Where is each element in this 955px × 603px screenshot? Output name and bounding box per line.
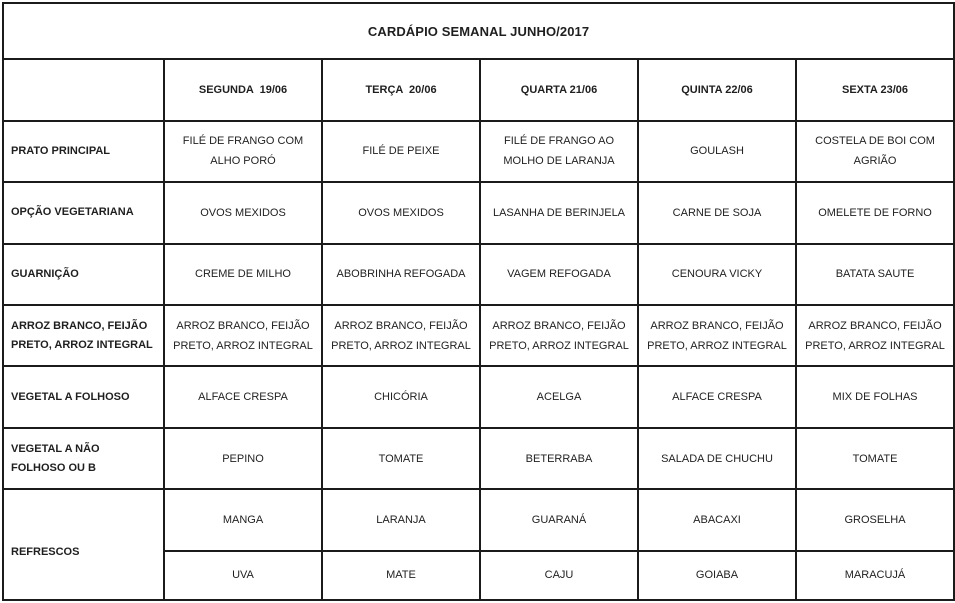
menu-cell: ABACAXI [638, 489, 796, 550]
menu-cell: OVOS MEXIDOS [322, 182, 480, 243]
menu-cell: CENOURA VICKY [638, 244, 796, 305]
menu-cell: FILÉ DE PEIXE [322, 121, 480, 182]
menu-cell: OMELETE DE FORNO [796, 182, 954, 243]
menu-cell: MANGA [164, 489, 322, 550]
menu-cell: VAGEM REFOGADA [480, 244, 638, 305]
row-label-opcao-vegetariana: OPÇÃO VEGETARIANA [3, 182, 164, 243]
row-arroz-feijao [3, 305, 954, 366]
menu-cell: MIX DE FOLHAS [796, 366, 954, 427]
menu-cell: GOULASH [638, 121, 796, 182]
menu-cell: COSTELA DE BOI COM AGRIÃO [796, 121, 954, 182]
menu-cell: CREME DE MILHO [164, 244, 322, 305]
menu-cell: OVOS MEXIDOS [164, 182, 322, 243]
menu-cell: LARANJA [322, 489, 480, 550]
menu-cell: MARACUJÁ [796, 551, 954, 600]
menu-cell: FILÉ DE FRANGO COM ALHO PORÓ [164, 121, 322, 182]
row-refrescos-1 [3, 489, 954, 550]
day-header-terca: TERÇA 20/06 [322, 59, 480, 120]
row-label-vegetal-nao-folhoso: VEGETAL A NÃO FOLHOSO OU B [3, 428, 164, 489]
menu-cell: TOMATE [796, 428, 954, 489]
title-row [3, 3, 954, 59]
menu-cell: FILÉ DE FRANGO AO MOLHO DE LARANJA [480, 121, 638, 182]
row-vegetal-folhoso [3, 366, 954, 427]
menu-cell: ACELGA [480, 366, 638, 427]
row-label-vegetal-folhoso: VEGETAL A FOLHOSO [3, 366, 164, 427]
row-prato-principal [3, 121, 954, 182]
page-title: CARDÁPIO SEMANAL JUNHO/2017 [3, 3, 954, 59]
menu-cell: PEPINO [164, 428, 322, 489]
menu-cell: ARROZ BRANCO, FEIJÃO PRETO, ARROZ INTEGRAL [322, 305, 480, 366]
row-opcao-vegetariana [3, 182, 954, 243]
day-header-quinta: QUINTA 22/06 [638, 59, 796, 120]
menu-cell: UVA [164, 551, 322, 600]
menu-cell: ARROZ BRANCO, FEIJÃO PRETO, ARROZ INTEGRAL [796, 305, 954, 366]
day-header-sexta: SEXTA 23/06 [796, 59, 954, 120]
menu-cell: ARROZ BRANCO, FEIJÃO PRETO, ARROZ INTEGRAL [164, 305, 322, 366]
menu-cell: GROSELHA [796, 489, 954, 550]
menu-cell: BETERRABA [480, 428, 638, 489]
day-header-segunda: SEGUNDA 19/06 [164, 59, 322, 120]
menu-cell: MATE [322, 551, 480, 600]
menu-cell: ABOBRINHA REFOGADA [322, 244, 480, 305]
menu-cell: GUARANÁ [480, 489, 638, 550]
row-label-guarnicao: GUARNIÇÃO [3, 244, 164, 305]
menu-cell: BATATA SAUTE [796, 244, 954, 305]
menu-cell: SALADA DE CHUCHU [638, 428, 796, 489]
menu-cell: CAJU [480, 551, 638, 600]
weekly-menu-table [2, 2, 955, 601]
row-guarnicao [3, 244, 954, 305]
menu-cell: GOIABA [638, 551, 796, 600]
day-header-row [3, 59, 954, 120]
row-vegetal-nao-folhoso [3, 428, 954, 489]
menu-cell: TOMATE [322, 428, 480, 489]
corner-cell [3, 59, 164, 120]
row-label-prato-principal: PRATO PRINCIPAL [3, 121, 164, 182]
menu-cell: ARROZ BRANCO, FEIJÃO PRETO, ARROZ INTEGRAL [480, 305, 638, 366]
row-label-arroz-feijao: ARROZ BRANCO, FEIJÃO PRETO, ARROZ INTEGRAL [3, 305, 164, 366]
row-label-refrescos: REFRESCOS [3, 489, 164, 600]
menu-cell: CARNE DE SOJA [638, 182, 796, 243]
menu-cell: ALFACE CRESPA [164, 366, 322, 427]
menu-cell: ARROZ BRANCO, FEIJÃO PRETO, ARROZ INTEGRAL [638, 305, 796, 366]
menu-cell: ALFACE CRESPA [638, 366, 796, 427]
day-header-quarta: QUARTA 21/06 [480, 59, 638, 120]
menu-cell: CHICÓRIA [322, 366, 480, 427]
menu-cell: LASANHA DE BERINJELA [480, 182, 638, 243]
